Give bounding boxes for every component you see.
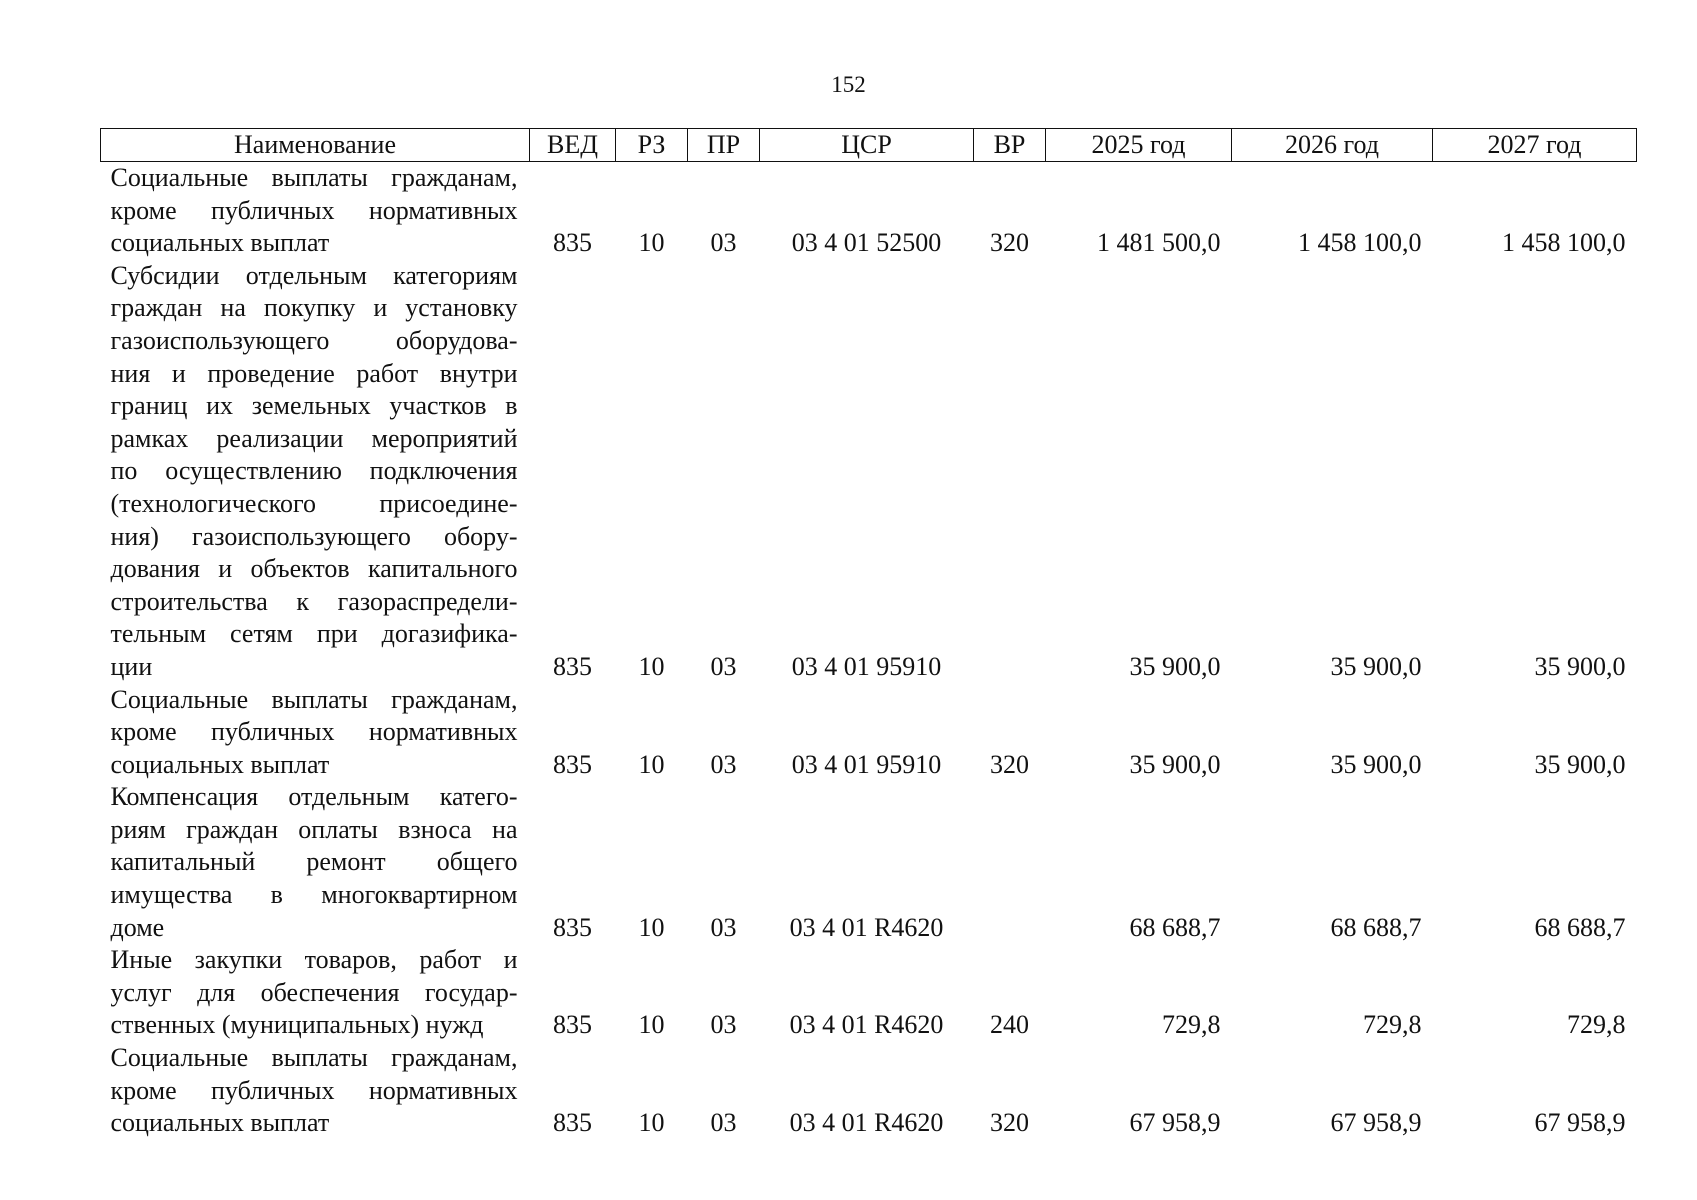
name-line: кроме публичных нормативных xyxy=(110,717,518,747)
cell-pr: 03 xyxy=(710,1108,737,1138)
name-line: Социальные выплаты гражданам, xyxy=(110,1043,518,1073)
name-line: социальных выплат xyxy=(110,228,330,258)
cell-2027: 35 900,0 xyxy=(1534,651,1626,681)
name-line: ции xyxy=(110,651,153,681)
header-2027: 2027 год xyxy=(1433,129,1637,162)
cell-rz: 10 xyxy=(638,912,665,942)
table-row xyxy=(101,944,1637,1042)
cell-vr: 320 xyxy=(990,1108,1029,1138)
name-line: Иные закупки товаров, работ и xyxy=(110,945,518,975)
name-line: услуг для обеспечения государ- xyxy=(110,977,518,1007)
cell-name xyxy=(101,684,530,782)
name-line: социальных выплат xyxy=(110,1108,330,1138)
table-row xyxy=(101,162,1637,260)
name-line: ния) газоиспользующего обору- xyxy=(110,521,518,551)
name-line: риям граждан оплаты взноса на xyxy=(110,814,518,844)
name-line: тельным сетям при догазифика- xyxy=(110,619,518,649)
header-2025: 2025 год xyxy=(1046,129,1232,162)
name-line: дования и объектов капитального xyxy=(110,554,518,584)
cell-pr: 03 xyxy=(710,228,737,258)
header-name: Наименование xyxy=(101,129,530,162)
name-line: Субсидии отдельным категориям xyxy=(110,260,518,290)
cell-vr xyxy=(974,260,1046,684)
cell-2025: 68 688,7 xyxy=(1129,912,1221,942)
name-line: рамках реализации мероприятий xyxy=(110,423,518,453)
cell-2025: 35 900,0 xyxy=(1129,749,1221,779)
name-line: Компенсация отдельным катего- xyxy=(110,782,518,812)
cell-ved: 835 xyxy=(553,749,592,779)
name-line: граждан на покупку и установку xyxy=(110,293,518,323)
table-body xyxy=(101,162,1637,1140)
name-line: Социальные выплаты гражданам, xyxy=(110,163,518,192)
name-line: по осуществлению подключения xyxy=(110,456,518,486)
cell-2025: 35 900,0 xyxy=(1129,651,1221,681)
name-line: строительства к газораспредели- xyxy=(110,586,518,616)
cell-rz: 10 xyxy=(638,1108,665,1138)
table-row xyxy=(101,684,1637,782)
cell-2025: 1 481 500,0 xyxy=(1097,228,1221,258)
cell-csr: 03 4 01 R4620 xyxy=(789,912,944,942)
cell-name xyxy=(101,260,530,684)
cell-name xyxy=(101,944,530,1042)
cell-pr: 03 xyxy=(710,749,737,779)
header-vr: ВР xyxy=(974,129,1046,162)
table-row xyxy=(101,781,1637,944)
name-line: социальных выплат xyxy=(110,749,330,779)
cell-csr: 03 4 01 95910 xyxy=(791,651,942,681)
cell-csr: 03 4 01 R4620 xyxy=(789,1010,944,1040)
header-ved: ВЕД xyxy=(530,129,616,162)
cell-pr: 03 xyxy=(710,651,737,681)
name-line: кроме публичных нормативных xyxy=(110,1075,518,1105)
cell-2025: 67 958,9 xyxy=(1129,1108,1221,1138)
cell-2026: 1 458 100,0 xyxy=(1298,228,1422,258)
cell-2027: 68 688,7 xyxy=(1534,912,1626,942)
cell-csr: 03 4 01 52500 xyxy=(791,228,942,258)
cell-pr: 03 xyxy=(710,1010,737,1040)
cell-vr: 320 xyxy=(990,228,1029,258)
cell-2027: 35 900,0 xyxy=(1534,749,1626,779)
header-rz: РЗ xyxy=(616,129,688,162)
cell-csr: 03 4 01 95910 xyxy=(791,749,942,779)
cell-2026: 35 900,0 xyxy=(1330,749,1422,779)
cell-ved: 835 xyxy=(553,228,592,258)
budget-table xyxy=(100,128,1637,1140)
header-csr: ЦСР xyxy=(760,129,974,162)
table-header-row xyxy=(101,129,1637,162)
name-line: ния и проведение работ внутри xyxy=(110,358,518,388)
cell-rz: 10 xyxy=(638,1010,665,1040)
header-2026: 2026 год xyxy=(1232,129,1433,162)
cell-ved: 835 xyxy=(553,1108,592,1138)
table-row xyxy=(101,260,1637,684)
cell-vr: 240 xyxy=(990,1010,1029,1040)
cell-2026: 68 688,7 xyxy=(1330,912,1422,942)
cell-name xyxy=(101,1042,530,1140)
cell-2026: 729,8 xyxy=(1363,1010,1422,1040)
cell-rz: 10 xyxy=(638,228,665,258)
cell-rz: 10 xyxy=(638,651,665,681)
cell-2026: 67 958,9 xyxy=(1330,1108,1422,1138)
cell-ved: 835 xyxy=(553,912,592,942)
cell-vr xyxy=(974,781,1046,944)
cell-2025: 729,8 xyxy=(1162,1010,1221,1040)
name-line: (технологического присоедине- xyxy=(110,488,518,518)
name-line: капитальный ремонт общего xyxy=(110,847,518,877)
cell-vr: 320 xyxy=(990,749,1029,779)
cell-name xyxy=(101,162,530,260)
cell-pr: 03 xyxy=(710,912,737,942)
name-line: газоиспользующего оборудова- xyxy=(110,325,518,355)
table-row xyxy=(101,1042,1637,1140)
cell-ved: 835 xyxy=(553,651,592,681)
cell-2027: 67 958,9 xyxy=(1534,1108,1626,1138)
name-line: границ их земельных участков в xyxy=(110,391,518,421)
name-line: Социальные выплаты гражданам, xyxy=(110,684,518,714)
cell-2026: 35 900,0 xyxy=(1330,651,1422,681)
cell-csr: 03 4 01 R4620 xyxy=(789,1108,944,1138)
page-number: 152 xyxy=(831,72,866,97)
cell-name xyxy=(101,781,530,944)
name-line: доме xyxy=(110,912,165,942)
cell-2027: 1 458 100,0 xyxy=(1502,228,1626,258)
cell-ved: 835 xyxy=(553,1010,592,1040)
header-pr: ПР xyxy=(688,129,760,162)
name-line: кроме публичных нормативных xyxy=(110,195,518,225)
cell-rz: 10 xyxy=(638,749,665,779)
name-line: ственных (муниципальных) нужд xyxy=(110,1010,484,1040)
cell-2027: 729,8 xyxy=(1567,1010,1626,1040)
name-line: имущества в многоквартирном xyxy=(110,880,518,910)
